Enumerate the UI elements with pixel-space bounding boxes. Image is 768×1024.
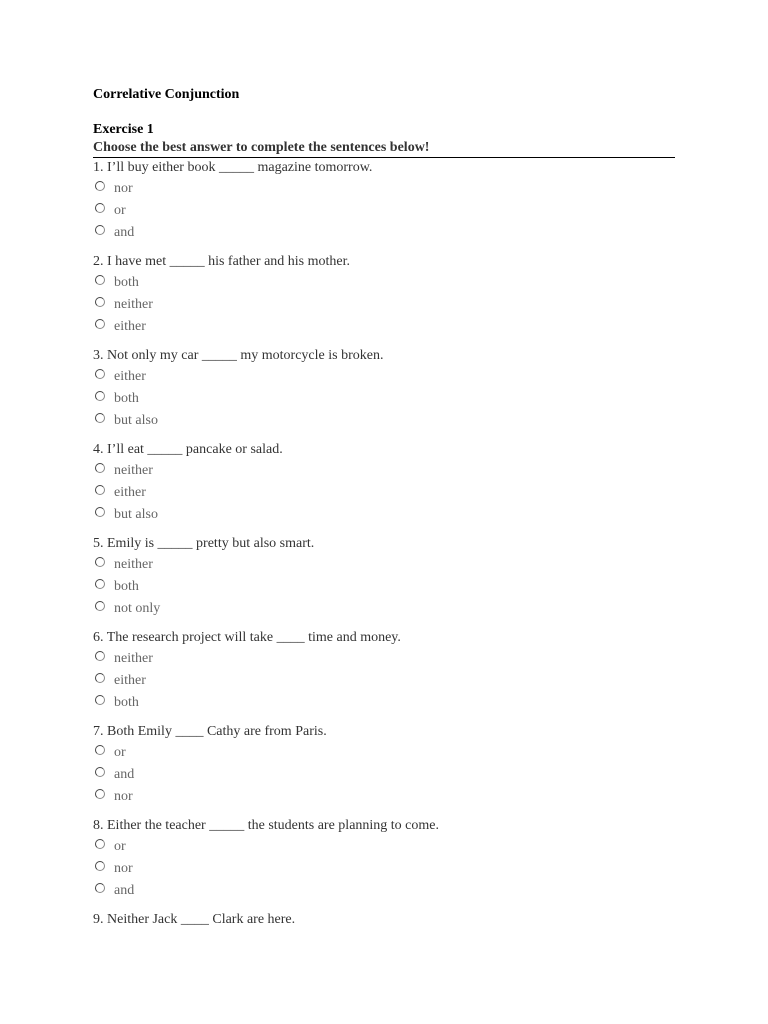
- answer-option[interactable]: [93, 598, 675, 620]
- option-label: neither: [114, 463, 153, 478]
- question-8: [93, 816, 675, 902]
- radio-button-icon[interactable]: [95, 695, 105, 705]
- answer-option[interactable]: [93, 764, 675, 786]
- option-label: not only: [114, 601, 161, 616]
- radio-button-icon[interactable]: [95, 319, 105, 329]
- answer-option[interactable]: [93, 648, 675, 670]
- answer-option[interactable]: [93, 178, 675, 200]
- radio-button-icon[interactable]: [95, 789, 105, 799]
- answer-option[interactable]: [93, 366, 675, 388]
- answer-options: [93, 836, 675, 902]
- option-label: both: [114, 579, 139, 594]
- radio-button-icon[interactable]: [95, 767, 105, 777]
- option-label: and: [114, 883, 135, 898]
- option-label: neither: [114, 297, 153, 312]
- option-label: or: [114, 839, 126, 854]
- answer-options: [93, 178, 675, 244]
- option-label: and: [114, 225, 135, 240]
- question-2: [93, 252, 675, 338]
- question-text: 7. Both Emily ____ Cathy are from Paris.: [93, 724, 327, 739]
- answer-option[interactable]: [93, 554, 675, 576]
- option-label: or: [114, 745, 126, 760]
- option-label: either: [114, 369, 146, 384]
- answer-option[interactable]: [93, 294, 675, 316]
- option-label: both: [114, 275, 139, 290]
- radio-button-icon[interactable]: [95, 839, 105, 849]
- radio-button-icon[interactable]: [95, 225, 105, 235]
- radio-button-icon[interactable]: [95, 507, 105, 517]
- option-label: nor: [114, 181, 133, 196]
- radio-button-icon[interactable]: [95, 275, 105, 285]
- question-1: [93, 158, 675, 244]
- answer-options: [93, 460, 675, 526]
- answer-options: [93, 554, 675, 620]
- answer-option[interactable]: [93, 460, 675, 482]
- option-label: nor: [114, 789, 133, 804]
- option-label: nor: [114, 861, 133, 876]
- instruction-text: Choose the best answer to complete the sentences below!: [93, 139, 675, 158]
- radio-button-icon[interactable]: [95, 181, 105, 191]
- answer-option[interactable]: [93, 880, 675, 902]
- exercise-heading: Exercise 1: [93, 122, 154, 137]
- question-text: 3. Not only my car _____ my motorcycle is broken.: [93, 348, 384, 363]
- question-text: 1. I’ll buy either book _____ magazine tomorrow.: [93, 160, 373, 175]
- answer-options: [93, 272, 675, 338]
- answer-option[interactable]: [93, 200, 675, 222]
- worksheet: [93, 86, 675, 930]
- question-4: [93, 440, 675, 526]
- radio-button-icon[interactable]: [95, 297, 105, 307]
- answer-option[interactable]: [93, 222, 675, 244]
- answer-option[interactable]: [93, 388, 675, 410]
- option-label: either: [114, 485, 146, 500]
- answer-options: [93, 366, 675, 432]
- document-title: Correlative Conjunction: [93, 87, 240, 102]
- question-list: [93, 158, 675, 930]
- question-5: [93, 534, 675, 620]
- option-label: both: [114, 391, 139, 406]
- option-label: but also: [114, 507, 158, 522]
- option-label: either: [114, 319, 146, 334]
- answer-option[interactable]: [93, 316, 675, 338]
- answer-option[interactable]: [93, 482, 675, 504]
- radio-button-icon[interactable]: [95, 391, 105, 401]
- radio-button-icon[interactable]: [95, 673, 105, 683]
- answer-option[interactable]: [93, 504, 675, 526]
- radio-button-icon[interactable]: [95, 463, 105, 473]
- radio-button-icon[interactable]: [95, 745, 105, 755]
- question-text: 6. The research project will take ____ time and money.: [93, 630, 401, 645]
- answer-option[interactable]: [93, 742, 675, 764]
- radio-button-icon[interactable]: [95, 369, 105, 379]
- answer-option[interactable]: [93, 272, 675, 294]
- answer-option[interactable]: [93, 410, 675, 432]
- option-label: neither: [114, 651, 153, 666]
- answer-options: [93, 742, 675, 808]
- question-text: 4. I’ll eat _____ pancake or salad.: [93, 442, 283, 457]
- question-text: 8. Either the teacher _____ the students are planning to come.: [93, 818, 440, 833]
- question-text: 9. Neither Jack ____ Clark are here.: [93, 912, 296, 927]
- answer-option[interactable]: [93, 670, 675, 692]
- question-text: 5. Emily is _____ pretty but also smart.: [93, 536, 315, 551]
- option-label: and: [114, 767, 135, 782]
- radio-button-icon[interactable]: [95, 651, 105, 661]
- option-label: or: [114, 203, 126, 218]
- radio-button-icon[interactable]: [95, 861, 105, 871]
- answer-option[interactable]: [93, 836, 675, 858]
- radio-button-icon[interactable]: [95, 203, 105, 213]
- radio-button-icon[interactable]: [95, 485, 105, 495]
- answer-option[interactable]: [93, 858, 675, 880]
- radio-button-icon[interactable]: [95, 413, 105, 423]
- question-7: [93, 722, 675, 808]
- option-label: either: [114, 673, 146, 688]
- question-6: [93, 628, 675, 714]
- radio-button-icon[interactable]: [95, 883, 105, 893]
- radio-button-icon[interactable]: [95, 557, 105, 567]
- question-3: [93, 346, 675, 432]
- option-label: neither: [114, 557, 153, 572]
- answer-options: [93, 648, 675, 714]
- question-text: 2. I have met _____ his father and his mother.: [93, 254, 350, 269]
- option-label: both: [114, 695, 139, 710]
- answer-option[interactable]: [93, 576, 675, 598]
- question-9: [93, 910, 675, 930]
- radio-button-icon[interactable]: [95, 601, 105, 611]
- answer-option[interactable]: [93, 786, 675, 808]
- radio-button-icon[interactable]: [95, 579, 105, 589]
- option-label: but also: [114, 413, 158, 428]
- answer-option[interactable]: [93, 692, 675, 714]
